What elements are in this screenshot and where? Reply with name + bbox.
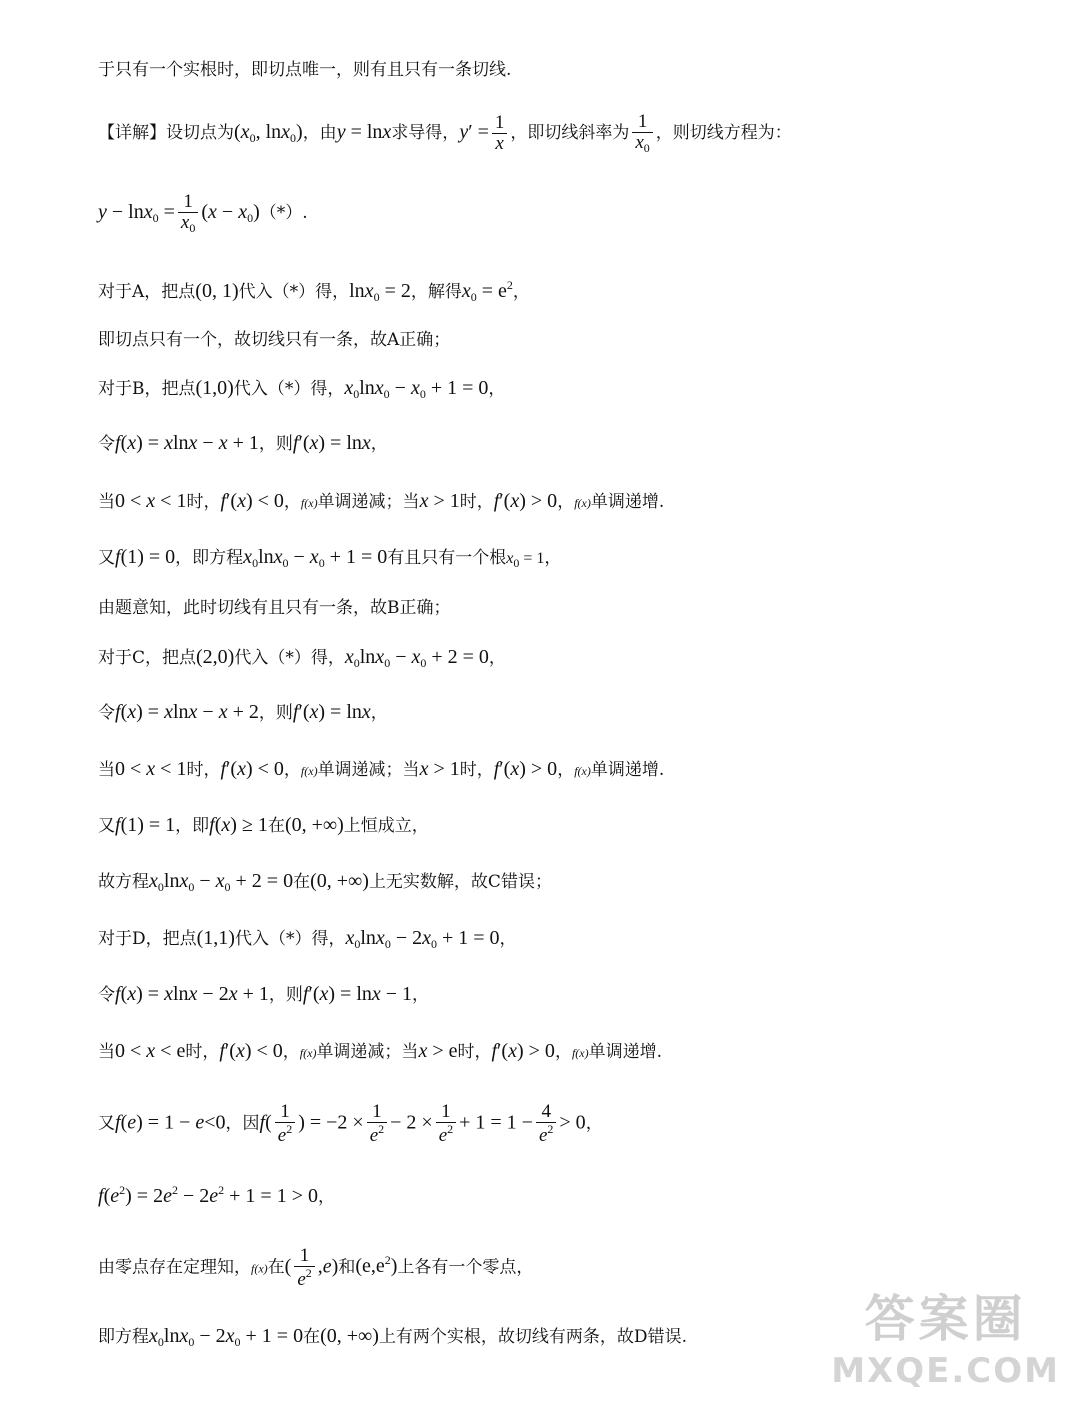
text-line-20: $f(e^2) = 2e^2 - 2e^2 + 1 = 1 > 0$， xyxy=(98,1183,335,1207)
text-line-12: 令f(x) = xlnx − x + 2，则f′(x) = lnx， xyxy=(98,701,388,723)
watermark-logo xyxy=(831,1279,1060,1391)
watermark-bottom: MXQE.COM xyxy=(831,1351,1060,1391)
text-line-3: y − lnx$_0$ = $\frac{1}{x_0}$ $(x - x_0)(*)$. xyxy=(98,191,308,235)
text-line-8: 当0 < x < 1时，f′(x) < 0，f(x)单调递减；当x > 1时，f′(x) > 0，f(x)单调递增. xyxy=(98,490,665,512)
text-line-6: 对于B，把点(1,0)代入（*）得，$x_0\ln x_0 - x_0 + 1 = 0$， xyxy=(98,377,506,401)
text-line-1: 于只有一个实根时，即切点唯一，则有且只有一条切线. xyxy=(98,60,512,80)
fraction: $\frac{1}{e^2}$ xyxy=(367,1102,387,1146)
text-line-22: 即方程$x_0\ln x_0 - 2x_0 + 1 = 0$在(0, +∞)上有两个实根，故切线有两条，故D错误. xyxy=(98,1325,687,1349)
text-line-16: 对于D，把点(1,1)代入（*）得，$x_0\ln x_0 - 2x_0 + 1 = 0$， xyxy=(98,927,517,951)
fraction: $\frac{1}{e^2}$ xyxy=(294,1246,314,1290)
text-line-21: 由零点存在定理知，f(x)在( $\frac{1}{e^2}$ ,e)和$(e,e^2)$上各有一个零点， xyxy=(98,1245,534,1290)
text-line-4: 对于A，把点(0, 1)代入（*）得，lnx$_0$ = 2，解得$x_0 = e^2$， xyxy=(98,278,530,304)
text-line-14: 又f(1) = 1，即f(x) ≥ 1在(0, +∞)上恒成立， xyxy=(98,814,429,836)
text-line-19: 又f(e) = 1 − e<0，因f( $\frac{1}{e^2}$ ) = −2 × $\frac{1}{e^2}$ − 2 × $\frac{1}{e^2}$ + 1 = 1 − $\frac{4}{e^2}$ > 0， xyxy=(98,1101,603,1146)
fraction: $\frac{4}{e^2}$ xyxy=(536,1102,556,1146)
text-line-18: 当0 < x < e时，f′(x) < 0，f(x)单调递减；当x > e时，f′(x) > 0，f(x)单调递增. xyxy=(98,1040,662,1062)
text-line-15: 故方程$x_0\ln x_0 - x_0 + 2 = 0$在(0, +∞)上无实数解，故C错误； xyxy=(98,870,552,894)
text-line-7: 令f(x) = xlnx − x + 1，则f′(x) = lnx， xyxy=(98,432,388,454)
text-line-9: 又f(1) = 0，即方程$x_0\ln x_0 - x_0 + 1 = 0$有且只有一个根$x_0 = 1$， xyxy=(98,546,562,570)
text-line-13: 当0 < x < 1时，f′(x) < 0，f(x)单调递减；当x > 1时，f′(x) > 0，f(x)单调递增. xyxy=(98,758,665,780)
text-line-5: 即切点只有一个，故切线只有一条，故A正确； xyxy=(98,330,451,350)
text-line-17: 令f(x) = xlnx − 2x + 1，则f′(x) = lnx − 1， xyxy=(98,983,430,1005)
fraction: $\frac{1}{e^2}$ xyxy=(275,1102,295,1146)
text-line-11: 对于C，把点(2,0)代入（*）得，$x_0\ln x_0 - x_0 + 2 = 0$， xyxy=(98,646,506,670)
fraction: $\frac{1}{x}$ xyxy=(492,113,508,154)
text-line-10: 由题意知，此时切线有且只有一条，故B正确； xyxy=(98,598,451,618)
watermark-top: 答案圈 xyxy=(864,1290,1027,1348)
fraction: $\frac{1}{e^2}$ xyxy=(436,1102,456,1146)
text-line-2: 【详解】设切点为($x_0$, lnx$_0$)，由y = lnx求导得，y′ = $\frac{1}{x}$ ，即切线斜率为 $\frac{1}{x_0}$ ，则切线方程为： xyxy=(98,111,792,155)
fraction: $\frac{1}{x_0}$ xyxy=(178,192,198,235)
fraction: $\frac{1}{x_0}$ xyxy=(632,112,652,155)
